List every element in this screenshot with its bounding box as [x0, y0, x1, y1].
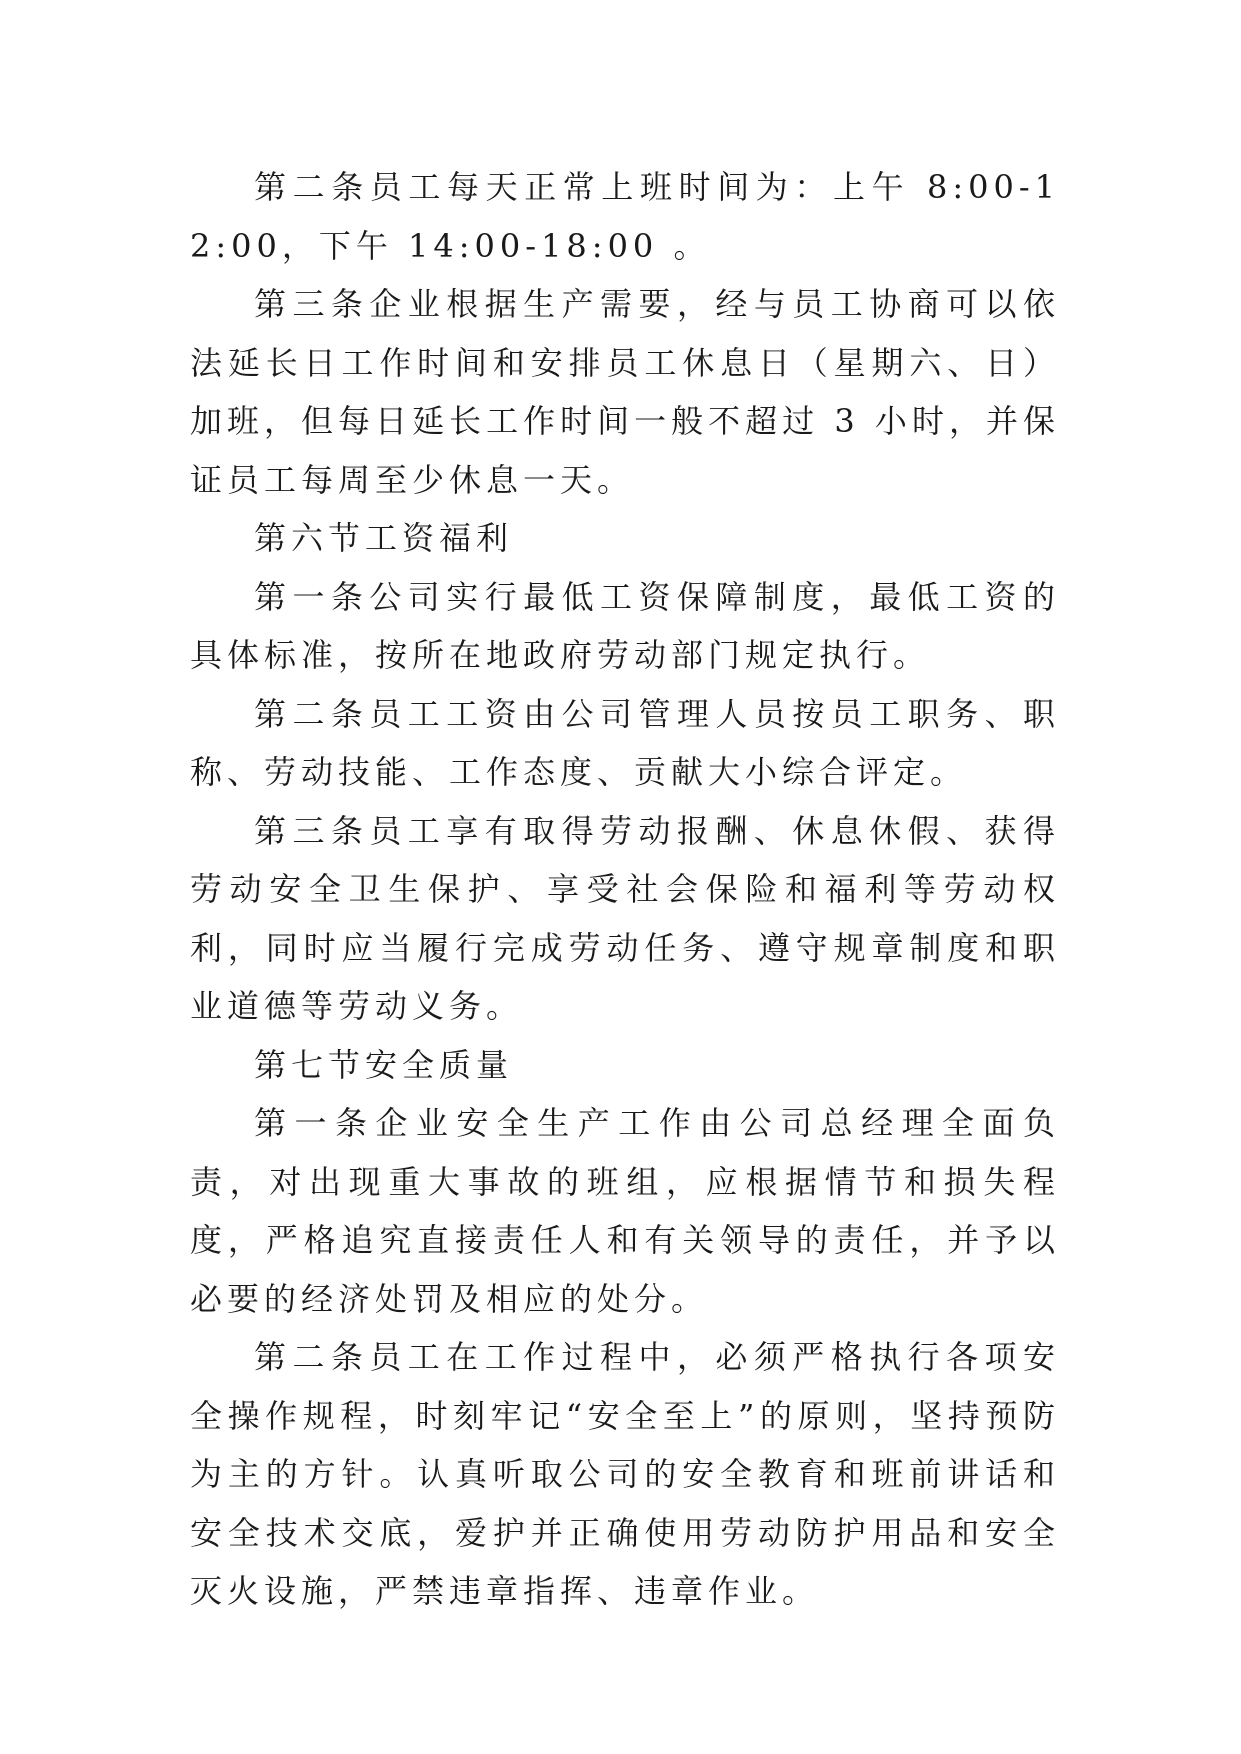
article-minimum-wage: 第一条公司实行最低工资保障制度，最低工资的具体标准，按所在地政府劳动部门规定执行。 [190, 577, 1060, 674]
article-overtime: 第三条企业根据生产需要，经与员工协商可以依法延长日工作时间和安排员工休息日（星期六、日）加班，但每日延长工作时间一般不超过 3 小时，并保证员工每周至少休息一天。 [190, 285, 1060, 499]
section-heading-safety-quality: 第七节安全质量 [254, 1045, 514, 1084]
article-safety-operation: 第二条员工在工作过程中，必须严格执行各项安全操作规程，时刻牢记“安全至上”的原则，坚持预防为主的方针。认真听取公司的安全教育和班前讲话和安全技术交底，爱护并正确使用劳动防护用品和安全灭火设施，严禁违章指挥、违章作业。 [190, 1338, 1060, 1610]
section-heading-wages-benefits: 第六节工资福利 [254, 519, 514, 557]
document-body [190, 158, 1060, 1621]
article-work-hours: 第二条员工每天正常上班时间为：上午 8:00-12:00，下午 14:00-18:00 。 [190, 168, 1060, 265]
article-wage-evaluation: 第二条员工工资由公司管理人员按员工职务、职称、劳动技能、工作态度、贡献大小综合评定。 [190, 694, 1060, 791]
article-safety-responsibility: 第一条企业安全生产工作由公司总经理全面负责，对出现重大事故的班组，应根据情节和损失程度，严格追究直接责任人和有关领导的责任，并予以必要的经济处罚及相应的处分。 [190, 1104, 1060, 1318]
article-labor-rights: 第三条员工享有取得劳动报酬、休息休假、获得劳动安全卫生保护、享受社会保险和福利等劳动权利，同时应当履行完成劳动任务、遵守规章制度和职业道德等劳动义务。 [190, 811, 1060, 1025]
